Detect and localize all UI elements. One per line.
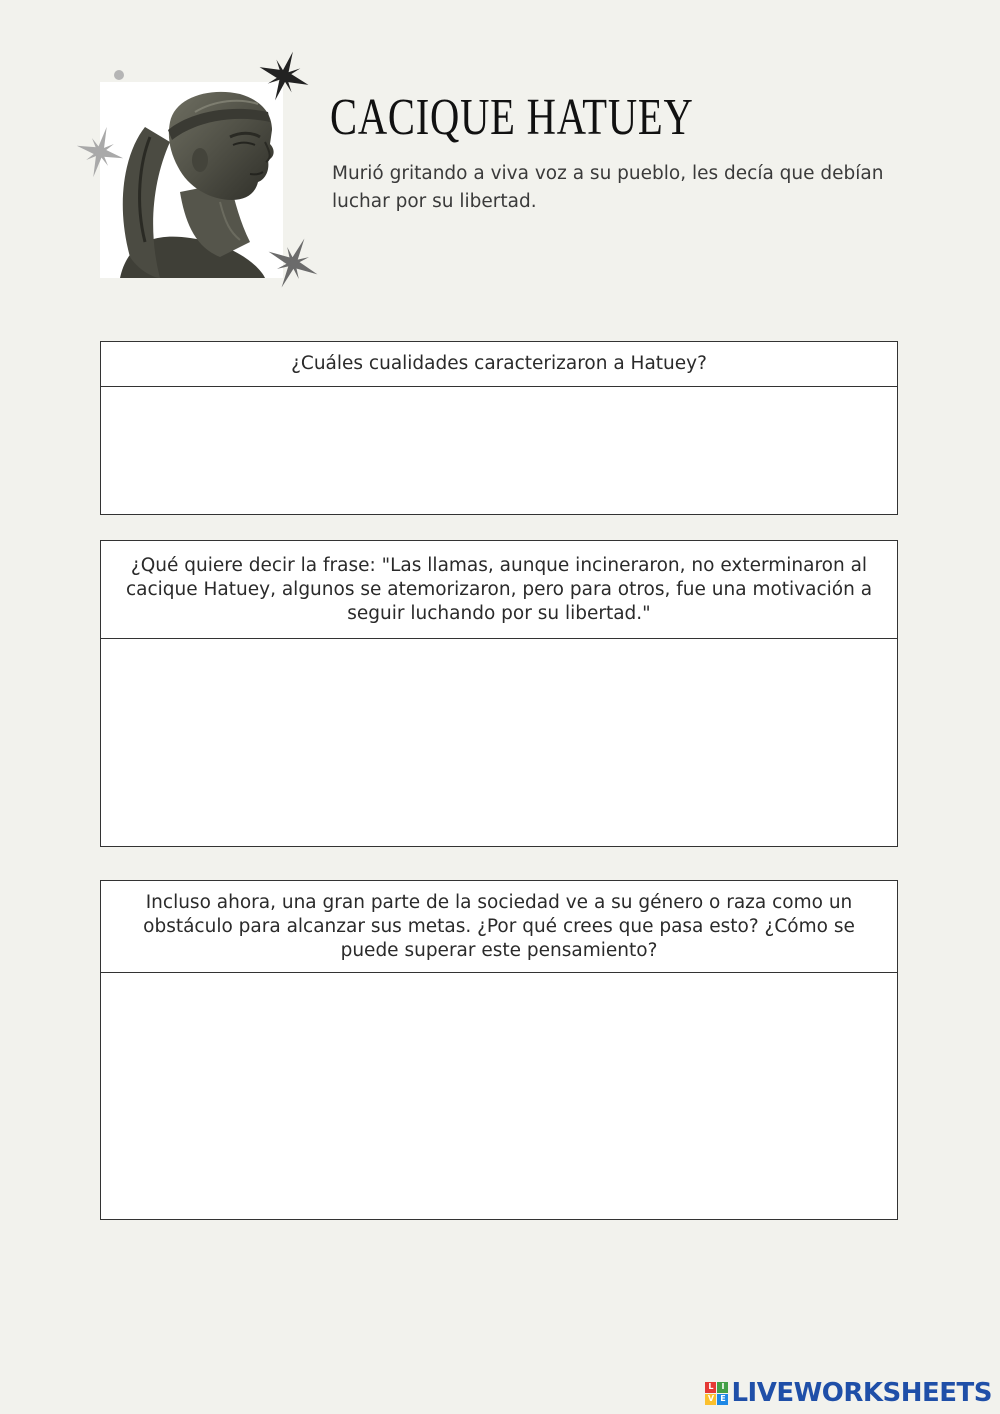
logo-letter: E <box>717 1394 728 1405</box>
question-box-3 <box>100 880 898 1220</box>
sparkle-icon <box>266 236 320 290</box>
question-prompt-2: ¿Qué quiere decir la frase: "Las llamas, aunque incineraron, no exterminaron al cacique Hatuey, algunos se atemorizaron, pero para otros, fue una motivación a seguir luchando por su libertad." <box>101 541 897 639</box>
liveworksheets-logo-icon <box>705 1382 728 1405</box>
question-box-1 <box>100 341 898 515</box>
page-subtitle: Murió gritando a viva voz a su pueblo, les decía que debían luchar por su libertad. <box>332 163 884 212</box>
question-prompt-3: Incluso ahora, una gran parte de la sociedad ve a su género o raza como un obstáculo para alcanzar sus metas. ¿Por qué crees que pasa esto? ¿Cómo se puede superar este pensamiento? <box>101 881 897 973</box>
question-box-2 <box>100 540 898 847</box>
decorative-dot <box>114 70 124 80</box>
liveworksheets-brand[interactable] <box>705 1380 992 1406</box>
sparkle-icon <box>76 126 124 178</box>
logo-letter: I <box>717 1382 728 1393</box>
statue-photo <box>100 82 283 278</box>
brand-name: LIVEWORKSHEETS <box>731 1378 992 1408</box>
logo-letter: L <box>705 1382 716 1393</box>
page-title: CACIQUE HATUEY <box>330 89 694 146</box>
answer-field-1[interactable] <box>101 387 897 513</box>
question-prompt-1: ¿Cuáles cualidades caracterizaron a Hatuey? <box>101 342 897 387</box>
answer-field-2[interactable] <box>101 639 897 845</box>
logo-letter: V <box>705 1394 716 1405</box>
answer-field-3[interactable] <box>101 973 897 1218</box>
sparkle-icon <box>258 50 310 102</box>
